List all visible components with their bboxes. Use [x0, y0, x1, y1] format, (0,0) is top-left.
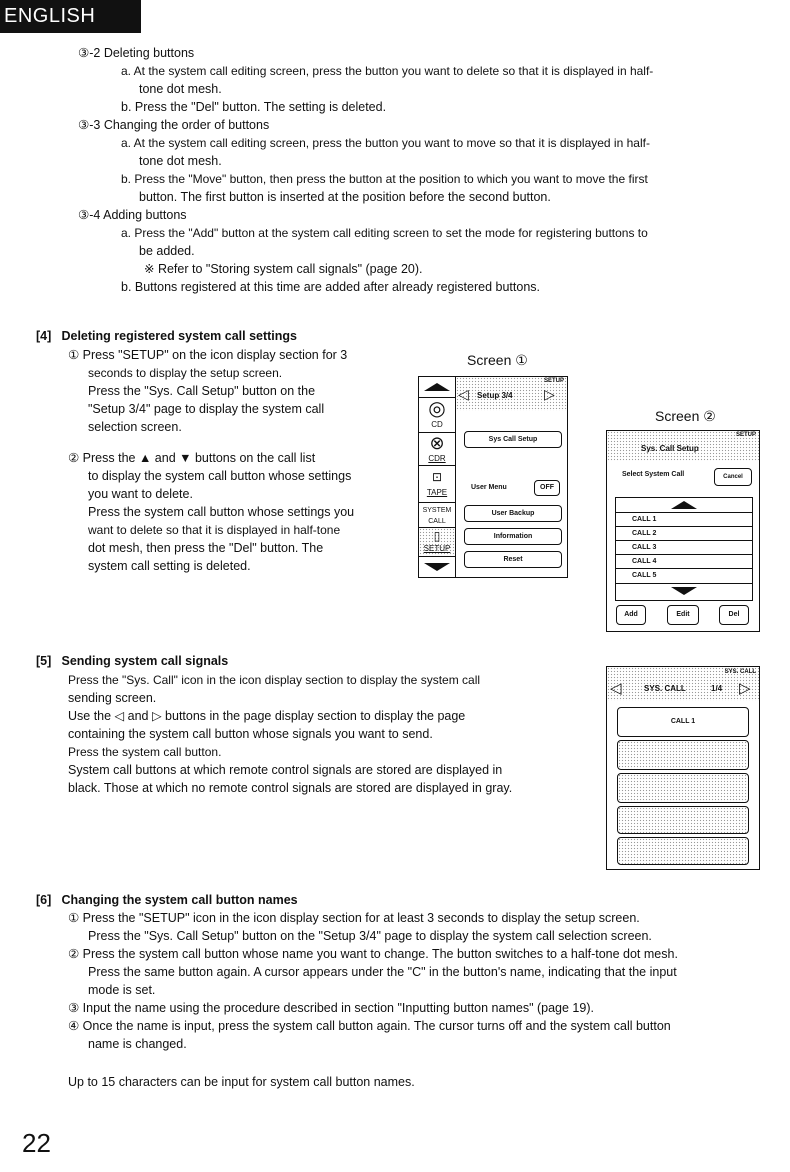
line: Use the ◁ and ▷ buttons in the page display section to display the page: [68, 709, 466, 723]
line: you want to delete.: [88, 487, 193, 501]
line: b. Buttons registered at this time are added after already registered buttons.: [121, 280, 540, 294]
section-6-heading: [6] Changing the system call button names: [36, 893, 298, 907]
step-3-2: ③-2 Deleting buttons: [78, 46, 195, 60]
line: b. Press the "Move" button, then press the button at the position to which you want to move the first: [121, 172, 648, 186]
select-system-call-label: Select System Call: [622, 471, 685, 478]
step-3-3: ③-3 Changing the order of buttons: [78, 118, 270, 132]
call-list-down-button[interactable]: [616, 583, 752, 599]
screen-3: [606, 666, 760, 870]
line: ※ Refer to "Storing system call signals" (page 20).: [144, 262, 423, 276]
line: system call setting is deleted.: [88, 559, 251, 573]
empty-call-button[interactable]: [617, 806, 749, 834]
screen-title: Sys. Call Setup: [641, 444, 699, 453]
line: ① Press the "SETUP" icon in the icon display section for at least 3 seconds to display the setup screen.: [68, 911, 640, 925]
sys-call-corner-label: SYS. CALL: [724, 669, 756, 675]
section-5-heading: [5] Sending system call signals: [36, 654, 229, 668]
language-banner: ENGLISH: [0, 0, 141, 33]
line: ④ Once the name is input, press the system call button again. The cursor turns off and the system call button: [68, 1019, 671, 1033]
reset-button[interactable]: Reset: [464, 551, 562, 568]
line: a. Press the "Add" button at the system call editing screen to set the mode for registering buttons to: [121, 226, 648, 240]
call-1-button[interactable]: CALL 1: [617, 707, 749, 737]
screen-1-label: Screen ①: [467, 352, 528, 368]
line: seconds to display the setup screen.: [88, 366, 283, 380]
line: Press the system call button whose settings you: [88, 505, 355, 519]
page-number: 22: [22, 1128, 51, 1158]
line: System call buttons at which remote control signals are stored are displayed in: [68, 763, 503, 777]
call-list: [615, 497, 753, 601]
screen-2: [606, 430, 760, 632]
line: ② Press the ▲ and ▼ buttons on the call list: [68, 451, 316, 465]
page-prev-icon[interactable]: ◁: [610, 680, 622, 697]
screen-title: SYS. CALL: [644, 684, 686, 693]
line: tone dot mesh.: [139, 82, 222, 96]
line: Press the "Sys. Call" icon in the icon display section to display the system call: [68, 673, 481, 687]
setup-icon[interactable]: ▯ SETUP: [419, 528, 455, 557]
cdr-icon[interactable]: ⊗ CDR: [419, 433, 455, 466]
line: ① Press "SETUP" on the icon display section for 3: [68, 348, 348, 362]
line: b. Press the "Del" button. The setting is deleted.: [121, 100, 387, 114]
call-list-item[interactable]: CALL 4: [616, 554, 752, 568]
user-menu-label: User Menu: [471, 484, 507, 491]
setup-corner-label: SETUP: [543, 378, 564, 384]
line: ② Press the system call button whose name you want to change. The button switches to a half-tone dot mesh.: [68, 947, 678, 961]
call-list-item[interactable]: CALL 5: [616, 568, 752, 582]
cd-icon[interactable]: ◎ CD: [419, 398, 455, 433]
icon-column: [419, 377, 456, 577]
sys-call-setup-button[interactable]: Sys Call Setup: [464, 431, 562, 448]
screen-2-label: Screen ②: [655, 408, 716, 424]
note: Up to 15 characters can be input for system call button names.: [68, 1075, 415, 1089]
scroll-up-button[interactable]: [419, 377, 455, 398]
user-backup-button[interactable]: User Backup: [464, 505, 562, 522]
line: ③ Input the name using the procedure described in section "Inputting button names" (page 19).: [68, 1001, 594, 1015]
system-call-icon[interactable]: SYSTEM CALL: [419, 503, 455, 528]
page-prev-icon[interactable]: ◁: [458, 386, 469, 402]
sys-call-setup-header: [607, 431, 759, 461]
line: "Setup 3/4" page to display the system call: [88, 402, 325, 416]
add-button[interactable]: Add: [616, 605, 646, 625]
sys-call-header: [607, 667, 759, 701]
line: button. The first button is inserted at the position before the second button.: [139, 190, 551, 204]
step-3-4: ③-4 Adding buttons: [78, 208, 187, 222]
line: tone dot mesh.: [139, 154, 222, 168]
line: Press the "Sys. Call Setup" button on the "Setup 3/4" page to display the system call selection screen.: [88, 929, 652, 943]
line: want to delete so that it is displayed in half-tone: [88, 523, 341, 537]
line: a. At the system call editing screen, press the button you want to move so that it is displayed in half-: [121, 136, 650, 150]
line: dot mesh, then press the "Del" button. The: [88, 541, 324, 555]
information-button[interactable]: Information: [464, 528, 562, 545]
line: name is changed.: [88, 1037, 187, 1051]
call-list-item[interactable]: CALL 3: [616, 540, 752, 554]
tape-icon[interactable]: ⊡ TAPE: [419, 466, 455, 503]
line: sending screen.: [68, 691, 157, 705]
line: mode is set.: [88, 983, 156, 997]
setup-header: [456, 377, 567, 411]
line: a. At the system call editing screen, press the button you want to delete so that it is displayed in half-: [121, 64, 654, 78]
call-list-item[interactable]: CALL 2: [616, 526, 752, 540]
user-menu-off-button[interactable]: OFF: [534, 480, 560, 496]
page-title: Setup 3/4: [477, 391, 513, 400]
line: to display the system call button whose settings: [88, 469, 352, 483]
scroll-down-button[interactable]: [419, 557, 455, 577]
call-list-up-button[interactable]: [616, 498, 752, 511]
cancel-button[interactable]: Cancel: [714, 468, 752, 486]
line: Press the same button again. A cursor appears under the "C" in the button's name, indicating that the input: [88, 965, 677, 979]
line: selection screen.: [88, 420, 182, 434]
edit-button[interactable]: Edit: [667, 605, 699, 625]
line: Press the system call button.: [68, 745, 222, 759]
call-list-item[interactable]: CALL 1: [616, 512, 752, 526]
setup-corner-label: SETUP: [735, 432, 756, 438]
line: black. Those at which no remote control signals are stored are displayed in gray.: [68, 781, 513, 795]
del-button[interactable]: Del: [719, 605, 749, 625]
line: containing the system call button whose signals you want to send.: [68, 727, 433, 741]
empty-call-button[interactable]: [617, 740, 749, 770]
screen-1: [418, 376, 568, 578]
line: be added.: [139, 244, 195, 258]
page-next-icon[interactable]: ▷: [544, 386, 555, 402]
page-indicator: 1/4: [711, 684, 723, 693]
page-next-icon[interactable]: ▷: [739, 680, 751, 697]
empty-call-button[interactable]: [617, 773, 749, 803]
section-4-heading: [4] Deleting registered system call settings: [36, 329, 297, 343]
empty-call-button[interactable]: [617, 837, 749, 865]
line: Press the "Sys. Call Setup" button on the: [88, 384, 316, 398]
